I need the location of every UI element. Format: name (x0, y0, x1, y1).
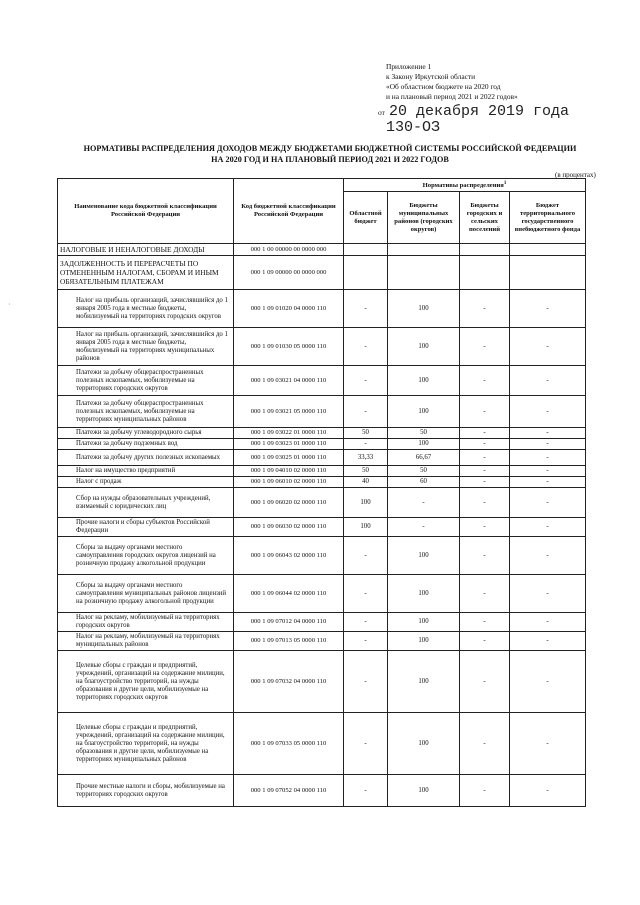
row-fund: - (510, 366, 586, 396)
row-name: Прочие местные налоги и сборы, мобилизуемые на территориях городских округов (58, 775, 234, 807)
row-code: 000 1 09 07032 04 0000 110 (234, 651, 344, 713)
row-municipal: 100 (388, 366, 460, 396)
table-row (58, 428, 586, 439)
margin-mark: · (8, 300, 11, 309)
law-number: 130-ОЗ (386, 119, 441, 136)
row-regional: - (344, 575, 388, 613)
row-code: 000 1 09 01020 04 0000 110 (234, 290, 344, 328)
row-name: Налог на имущество предприятий (58, 466, 234, 477)
row-municipal: 66,67 (388, 450, 460, 466)
row-code: 000 1 09 04010 02 0000 110 (234, 466, 344, 477)
row-code: 000 1 09 07052 04 0000 110 (234, 775, 344, 807)
row-settlements (460, 244, 510, 256)
row-municipal: 100 (388, 290, 460, 328)
row-fund: - (510, 488, 586, 518)
row-regional: - (344, 632, 388, 651)
table-row (58, 518, 586, 537)
table-row (58, 613, 586, 632)
table-row (58, 439, 586, 450)
row-name: Налог с продаж (58, 477, 234, 488)
row-code: 000 1 09 03025 01 0000 110 (234, 450, 344, 466)
row-name: Платежи за добычу других полезных ископаемых (58, 450, 234, 466)
table-row (58, 477, 586, 488)
row-code: 000 1 09 00000 00 0000 000 (234, 256, 344, 290)
row-settlements (460, 256, 510, 290)
row-settlements: - (460, 466, 510, 477)
row-municipal: 100 (388, 439, 460, 450)
row-name: Налог на прибыль организаций, зачислявшийся до 1 января 2005 года в местные бюджеты, мобилизуемый на территориях муниципальных районов (58, 328, 234, 366)
title-line-2: НА 2020 ГОД И НА ПЛАНОВЫЙ ПЕРИОД 2021 И 2022 ГОДОВ (211, 155, 449, 164)
row-settlements: - (460, 575, 510, 613)
row-regional (344, 256, 388, 290)
row-code: 000 1 09 06030 02 0000 110 (234, 518, 344, 537)
unit-label: (в процентах) (555, 171, 596, 179)
norms-table (57, 178, 586, 807)
row-fund: - (510, 439, 586, 450)
row-code: 000 1 09 06010 02 0000 110 (234, 477, 344, 488)
row-settlements: - (460, 428, 510, 439)
row-name: ЗАДОЛЖЕННОСТЬ И ПЕРЕРАСЧЕТЫ ПО ОТМЕНЕННЫМ НАЛОГАМ, СБОРАМ И ИНЫМ ОБЯЗАТЕЛЬНЫМ ПЛАТЕЖАМ (58, 256, 234, 290)
row-name: Сбор на нужды образовательных учреждений, взимаемый с юридических лиц (58, 488, 234, 518)
row-municipal: 100 (388, 537, 460, 575)
row-regional: 100 (344, 518, 388, 537)
row-regional: 50 (344, 466, 388, 477)
row-settlements: - (460, 396, 510, 428)
row-regional: 50 (344, 428, 388, 439)
row-code: 000 1 09 06020 02 0000 110 (234, 488, 344, 518)
row-regional (344, 244, 388, 256)
row-municipal (388, 256, 460, 290)
from-label: от (378, 108, 385, 117)
row-fund: - (510, 428, 586, 439)
row-settlements: - (460, 328, 510, 366)
row-fund: - (510, 537, 586, 575)
row-fund: - (510, 396, 586, 428)
appendix-line: «Об областном бюджете на 2020 год (386, 82, 501, 91)
table-row (58, 366, 586, 396)
row-municipal: 100 (388, 713, 460, 775)
row-settlements: - (460, 450, 510, 466)
table-row (58, 244, 586, 256)
row-municipal: 100 (388, 328, 460, 366)
row-name: Сборы за выдачу органами местного самоуправления муниципальных районов лицензий на розничную продажу алкогольной продукции (58, 575, 234, 613)
table-row (58, 328, 586, 366)
row-fund: - (510, 466, 586, 477)
row-regional: 100 (344, 488, 388, 518)
row-code: 000 1 09 01030 05 0000 110 (234, 328, 344, 366)
row-settlements: - (460, 651, 510, 713)
date-stamp (378, 104, 569, 135)
header-norms-label: Нормативы распределения (422, 182, 504, 190)
row-fund: - (510, 290, 586, 328)
header-fund: Бюджет территориального государственного внебюджетного фонда (510, 192, 586, 244)
appendix-line: и на плановый период 2021 и 2022 годов» (386, 92, 518, 101)
row-name: Целевые сборы с граждан и предприятий, учреждений, организаций на содержание милиции, на благоустройство территорий, на нужды образования и другие цели, мобилизуемые на территориях городских округов (58, 651, 234, 713)
row-municipal: 60 (388, 477, 460, 488)
row-name: НАЛОГОВЫЕ И НЕНАЛОГОВЫЕ ДОХОДЫ (58, 244, 234, 256)
row-settlements: - (460, 518, 510, 537)
row-municipal: - (388, 518, 460, 537)
row-municipal: - (388, 488, 460, 518)
row-municipal: 100 (388, 775, 460, 807)
row-settlements: - (460, 537, 510, 575)
row-code: 000 1 09 07033 05 0000 110 (234, 713, 344, 775)
row-settlements: - (460, 713, 510, 775)
row-municipal: 100 (388, 575, 460, 613)
table-row (58, 466, 586, 477)
row-fund: - (510, 477, 586, 488)
row-municipal: 100 (388, 632, 460, 651)
header-settlements: Бюджеты городских и сельских поселений (460, 192, 510, 244)
row-fund: - (510, 328, 586, 366)
row-municipal: 100 (388, 613, 460, 632)
header-name: Наименование кода бюджетной классификации Российской Федерации (58, 179, 234, 244)
row-regional: - (344, 439, 388, 450)
row-name: Сборы за выдачу органами местного самоуправления городских округов лицензий на розничную продажу алкогольной продукции (58, 537, 234, 575)
law-date: 20 декабря 2019 года (388, 103, 569, 120)
row-name: Платежи за добычу общераспространенных полезных ископаемых, мобилизуемые на территориях муниципальных районов (58, 396, 234, 428)
row-code: 000 1 09 03021 04 0000 110 (234, 366, 344, 396)
row-municipal (388, 244, 460, 256)
row-fund: - (510, 775, 586, 807)
row-code: 000 1 09 06043 02 0000 110 (234, 537, 344, 575)
row-fund: - (510, 613, 586, 632)
row-municipal: 100 (388, 396, 460, 428)
row-municipal: 100 (388, 651, 460, 713)
row-regional: - (344, 290, 388, 328)
row-settlements: - (460, 775, 510, 807)
row-fund: - (510, 713, 586, 775)
row-fund: - (510, 518, 586, 537)
row-municipal: 50 (388, 428, 460, 439)
row-code: 000 1 09 06044 02 0000 110 (234, 575, 344, 613)
header-regional: Областной бюджет (344, 192, 388, 244)
document-title (60, 143, 600, 165)
table-body (58, 244, 586, 807)
row-fund: - (510, 651, 586, 713)
appendix-header (386, 62, 626, 102)
row-fund (510, 244, 586, 256)
row-regional: - (344, 366, 388, 396)
table-row (58, 537, 586, 575)
row-settlements: - (460, 439, 510, 450)
row-settlements: - (460, 290, 510, 328)
row-regional: - (344, 713, 388, 775)
row-regional: 40 (344, 477, 388, 488)
row-code: 000 1 09 07013 05 0000 110 (234, 632, 344, 651)
row-regional: 33,33 (344, 450, 388, 466)
row-regional: - (344, 537, 388, 575)
row-settlements: - (460, 366, 510, 396)
row-regional: - (344, 613, 388, 632)
row-code: 000 1 09 03022 01 0000 110 (234, 428, 344, 439)
row-regional: - (344, 651, 388, 713)
row-name: Платежи за добычу подземных вод (58, 439, 234, 450)
row-fund (510, 256, 586, 290)
row-municipal: 50 (388, 466, 460, 477)
row-name: Налог на рекламу, мобилизуемый на территориях городских округов (58, 613, 234, 632)
table-row (58, 632, 586, 651)
row-name: Налог на прибыль организаций, зачислявшийся до 1 января 2005 года в местные бюджеты, мобилизуемый на территориях городских округов (58, 290, 234, 328)
table-row (58, 775, 586, 807)
row-name: Целевые сборы с граждан и предприятий, учреждений, организаций на содержание милиции, на благоустройство территорий, на нужды образования и другие цели, мобилизуемые на территориях муниципальных районов (58, 713, 234, 775)
row-code: 000 1 00 00000 00 0000 000 (234, 244, 344, 256)
header-municipal: Бюджеты муниципальных районов (городских округов) (388, 192, 460, 244)
table-row (58, 256, 586, 290)
table-row (58, 713, 586, 775)
table-row (58, 488, 586, 518)
table-row (58, 450, 586, 466)
header-code: Код бюджетной классификации Российской Федерации (234, 179, 344, 244)
table-row (58, 290, 586, 328)
row-settlements: - (460, 477, 510, 488)
row-name: Платежи за добычу общераспространенных полезных ископаемых, мобилизуемые на территориях городских округов (58, 366, 234, 396)
row-code: 000 1 09 03023 01 0000 110 (234, 439, 344, 450)
row-regional: - (344, 328, 388, 366)
row-fund: - (510, 575, 586, 613)
row-name: Налог на рекламу, мобилизуемый на территориях муниципальных районов (58, 632, 234, 651)
row-name: Прочие налоги и сборы субъектов Российской Федерации (58, 518, 234, 537)
table-row (58, 396, 586, 428)
row-code: 000 1 09 07012 04 0000 110 (234, 613, 344, 632)
header-norms (344, 179, 586, 192)
appendix-line: к Закону Иркутской области (386, 72, 476, 81)
footnote-mark: 1 (503, 181, 507, 186)
row-fund: - (510, 632, 586, 651)
title-line-1: НОРМАТИВЫ РАСПРЕДЕЛЕНИЯ ДОХОДОВ МЕЖДУ БЮДЖЕТАМИ БЮДЖЕТНОЙ СИСТЕМЫ РОССИЙСКОЙ ФЕДЕРАЦИИ (83, 144, 577, 153)
row-regional: - (344, 775, 388, 807)
row-code: 000 1 09 03021 05 0000 110 (234, 396, 344, 428)
row-regional: - (344, 396, 388, 428)
row-settlements: - (460, 632, 510, 651)
appendix-line: Приложение 1 (386, 62, 432, 71)
row-fund: - (510, 450, 586, 466)
table-row (58, 651, 586, 713)
table-row (58, 575, 586, 613)
row-settlements: - (460, 613, 510, 632)
row-settlements: - (460, 488, 510, 518)
row-name: Платежи за добычу углеводородного сырья (58, 428, 234, 439)
